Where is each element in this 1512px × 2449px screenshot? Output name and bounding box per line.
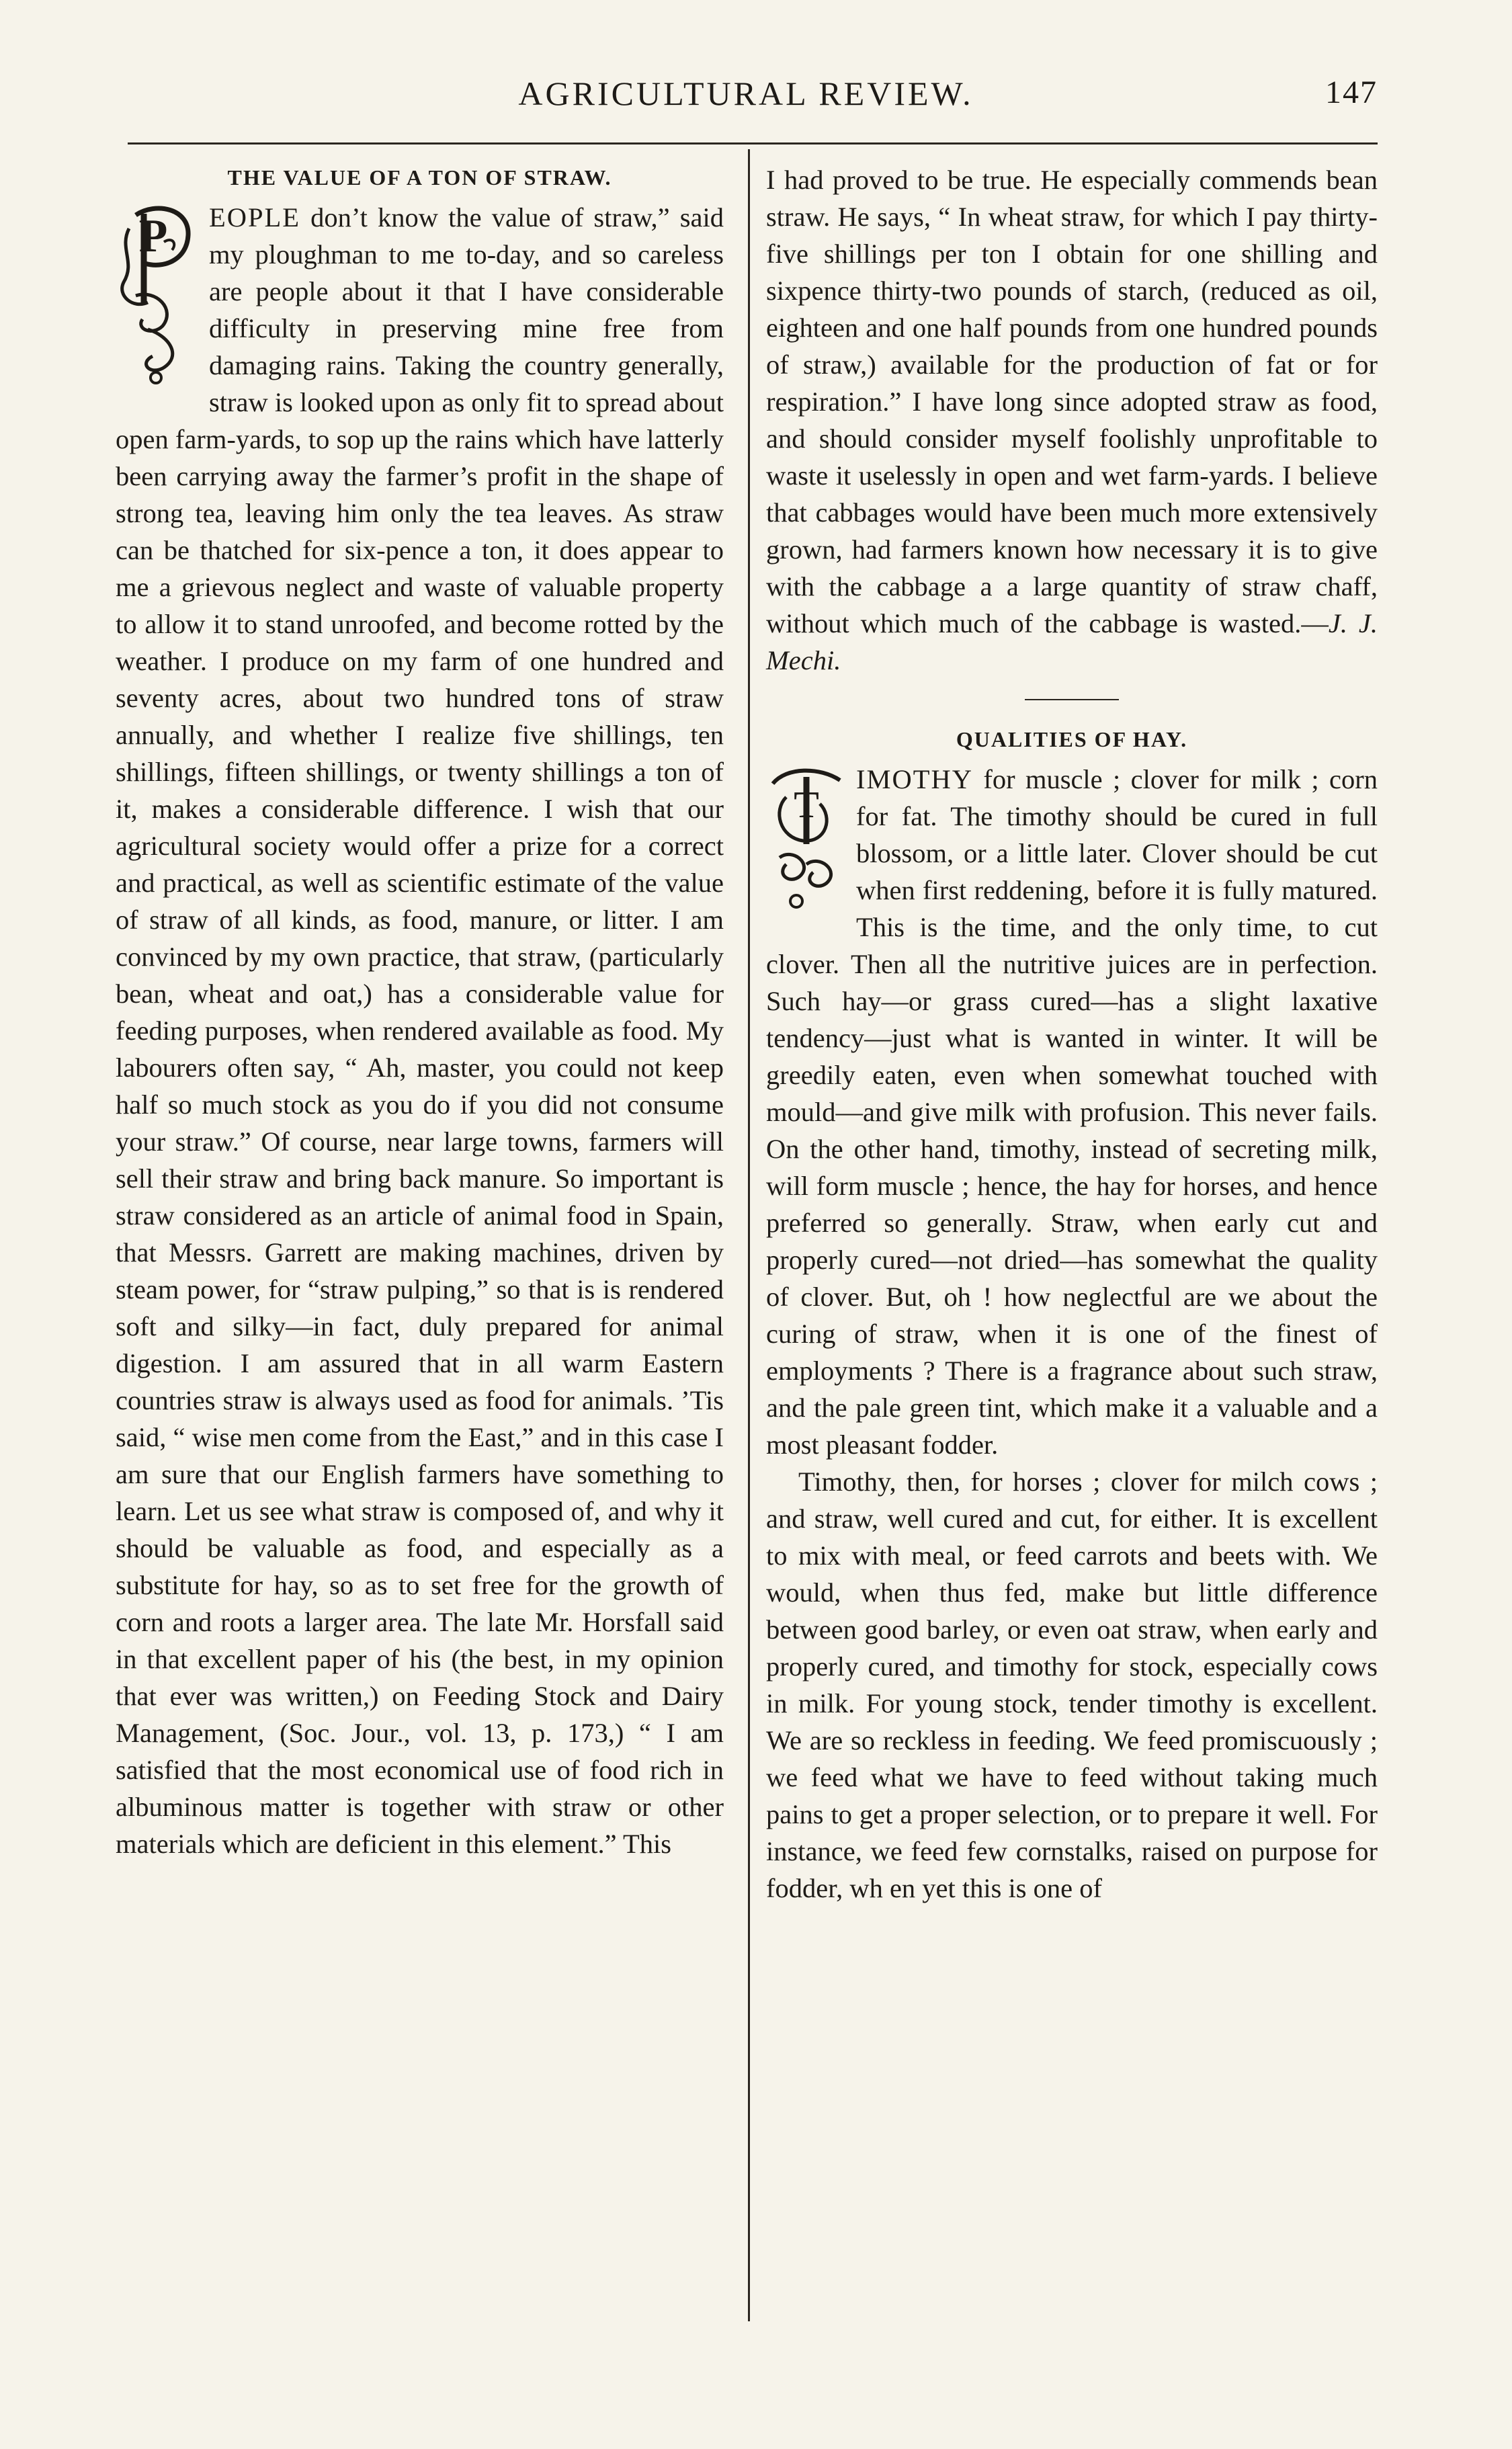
straw-continued-text: I had proved to be true. He especially commends bean straw. He says, “ In wheat straw, for which I pay thirty-five shillings per ton I obtain for one shilling and sixpence thirty-two pounds of starch, (reduced as oil, eighteen and one half pounds from one hundred pounds of straw,) available for the production of fat or for respiration.” I have long since adopted straw as food, and should consider myself foolishly unprofitable to waste it uselessly in open and wet farm-yards. I believe that cabbages would have been much more extensively grown, had farmers known how necessary it is to give with the cabbage a a large quantity of straw chaff, without which much of the cabbage is wasted.— [766, 165, 1378, 638]
article-separator [1025, 699, 1119, 700]
straw-continued-paragraph [766, 161, 1378, 679]
right-column [766, 161, 1378, 1907]
hay-lead-text: for muscle ; clover for milk ; corn for fat. The timothy should be cured in full blossom, or a little later. Clover should be cut when first reddening, before it is fully matured. This is the time, and the only time, to cut clover. Then all the nutritive juices are in perfection. Such hay—or grass cured—has a slight laxative tendency—just what is wanted in winter. It will be greedily eaten, even when somewhat touched with mould—and give milk with profusion. This never fails. On the other hand, timothy, instead of secreting milk, will form muscle ; hence, the hay for horses, and hence preferred so generally. Straw, when early cut and properly cured—not dried—has somewhat the quality of clover. But, oh ! how neglectful are we about the curing of straw, when it is one of the finest of employments ? There is a fragrance about such straw, and the pale green tint, which make it a valuable and a most pleasant fodder. [766, 764, 1378, 1460]
article-heading-hay: QUALITIES OF HAY. [956, 727, 1188, 751]
straw-lead-paragraph [116, 199, 724, 1862]
page-number: 147 [1325, 75, 1378, 110]
hay-lead-paragraph [766, 761, 1378, 1463]
straw-lead-text: don’t know the value of straw,” said my ploughman to me to-day, and so careless are people about it that I have considerable difficulty in preserving mine free from damaging rains. Taking the country generally, straw is looked upon as only fit to spread about open farm-yards, to sop up the rains which have latterly been carrying away the farmer’s profit in the shape of strong tea, leaving him only the tea leaves. As straw can be thatched for six-pence a ton, it does appear to me a grievous neglect and waste of valuable property to allow it to stand unroofed, and become rotted by the weather. I produce on my farm of one hundred and seventy acres, about two hundred tons of straw annually, and whether I realize five shillings, ten shillings, fifteen shillings, or twenty shillings a ton of it, makes a considerable difference. I wish that our agricultural society would offer a prize for a correct and practical, as well as scientific estimate of the value of straw of all kinds, as food, manure, or litter. I am convinced by my own practice, that straw, (particularly bean, wheat and oat,) has a considerable value for feeding purposes, when rendered available as food. My labourers often say, “ Ah, master, you could not keep half so much stock as you do if you did not consume your straw.” Of course, near large towns, farmers will sell their straw and bring back manure. So important is straw considered as an article of animal food in Spain, that Messrs. Garrett are making machines, driven by steam power, for “straw pulping,” so that is is rendered soft and silky—in fact, duly prepared for animal digestion. I am assured that in all warm Eastern countries straw is always used as food for animals. ’Tis said, “ wise men come from the East,” and in this case I am sure that our English farmers have something to learn. Let us see what straw is composed of, and why it should be valuable as food, and especially as a substitute for hay, so as to set free for the growth of corn and roots a larger area. The late Mr. Horsfall said in that excellent paper of his (the best, in my opinion that ever was written,) on Feeding Stock and Dairy Management, (Soc. Jour., vol. 13, p. 173,) “ I am satisfied that the most economical use of food rich in albuminous matter is together with straw or other materials which are deficient in this element.” This [116, 202, 724, 1859]
hay-paragraph-2: Timothy, then, for horses ; clover for milch cows ; and straw, well cured and cut, for either. It is excellent to mix with meal, or feed carrots and beets with. We would, when thus fed, make but little difference between good barley, or even oat straw, when early and properly cured, and timothy for stock, especially cows in milk. For young stock, tender timothy is excellent. We are so reckless in feeding. We feed promiscuously ; we feed what we have to feed without taking much pains to get a proper selection, or to prepare it well. For instance, we feed few cornstalks, raised on purpose for fodder, wh en yet this is one of [766, 1466, 1378, 1903]
lead-first-word: IMOTHY [856, 764, 973, 794]
header-rule [128, 142, 1378, 144]
article-heading-straw: THE VALUE OF A TON OF STRAW. [227, 165, 612, 190]
lead-first-word: EOPLE [209, 202, 300, 233]
author-signature: J. J. Mechi. [766, 608, 1378, 675]
ornamental-dropcap-p-icon [116, 202, 200, 388]
dropcap-letter: P [138, 210, 168, 262]
column-divider [748, 149, 750, 2321]
dropcap-letter: T [794, 784, 819, 826]
running-header [114, 74, 1378, 121]
ornamental-dropcap-t-icon [766, 763, 847, 915]
running-title: AGRICULTURAL REVIEW. [518, 75, 974, 112]
left-column [116, 161, 724, 1862]
